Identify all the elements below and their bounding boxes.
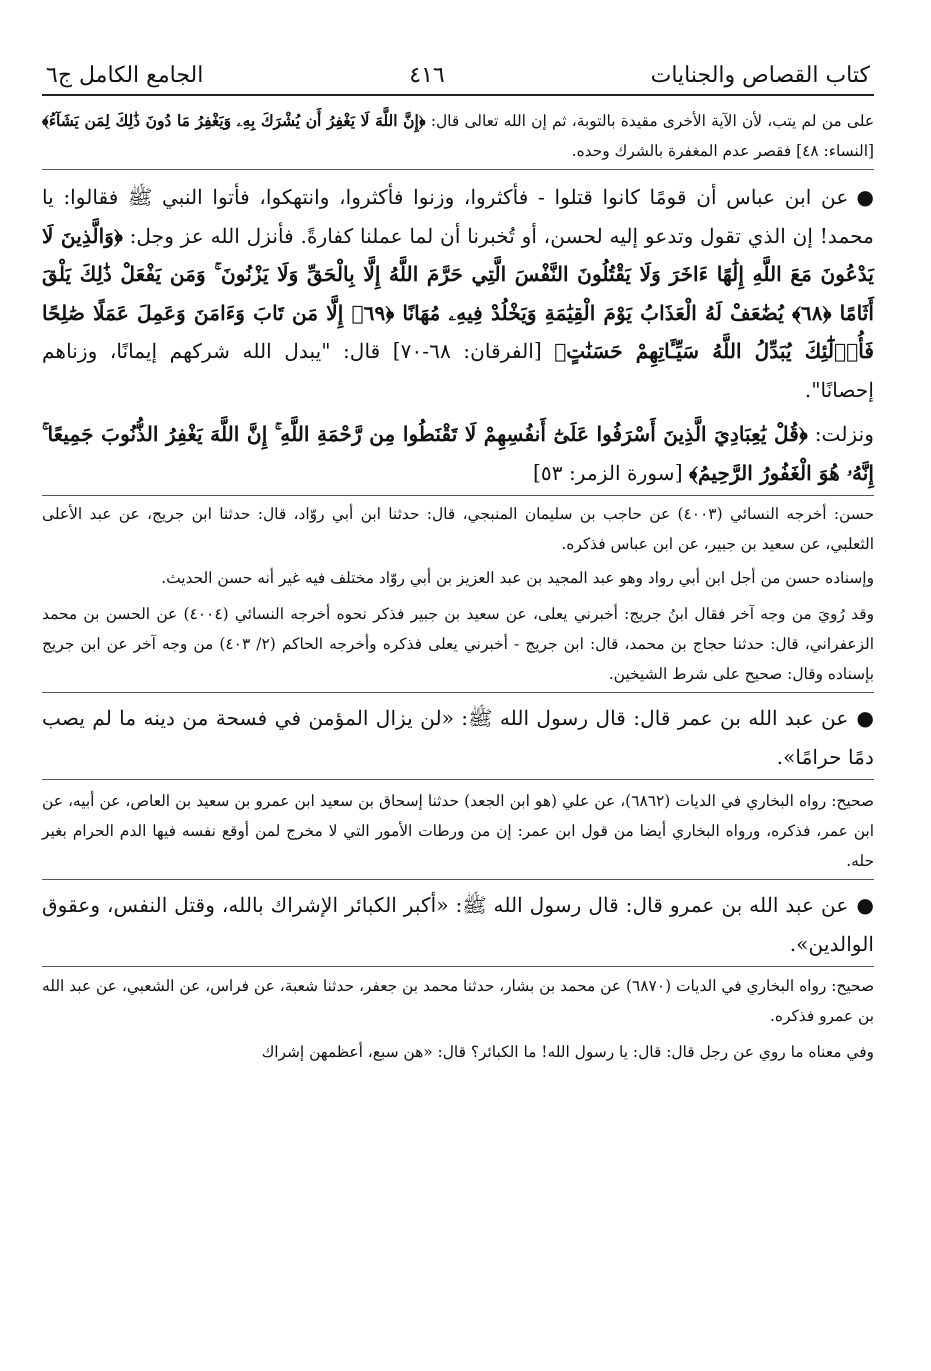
hadith-paragraph: ●عن ابن عباس أن قومًا كانوا قتلوا - فأكثروا، وزنوا فأكثروا، وانتهكوا، فأتوا النبي ﷺ فقالوا: يا محمد! إن الذي تقول وتدعو إليه لحسن، أو تُخبرنا أن لما عملنا كفارةً. فأنزل الله عز وجل: ﴿وَالَّذِينَ لَا يَدْعُونَ مَعَ اللَّهِ إِلَٰهًا ءَاخَرَ وَلَا يَقْتُلُونَ النَّفْسَ الَّتِي حَرَّمَ اللَّهُ إِلَّا بِالْحَقِّ وَلَا يَزْنُونَ ۚ وَمَن يَفْعَلْ ذَٰلِكَ يَلْقَ أَثَامًا ﴿٦٨﴾ يُضَٰعَفْ لَهُ الْعَذَابُ يَوْمَ الْقِيَٰمَةِ وَيَخْلُدْ فِيهِۦ مُهَانًا ﴿٦٩﴾ إِلَّا مَن تَابَ وَءَامَنَ وَعَمِلَ عَمَلًا صَٰلِحًا فَأُو۟لَٰٓئِكَ يُبَدِّلُ اللَّهُ سَيِّـَٔاتِهِمْ حَسَنَٰتٍ﴾ [الفرقان: ٦٨-٧٠] قال: "يبدل الله شركهم إيمانًا، وزناهم إحصانًا". [42, 178, 874, 409]
takhrij-paragraph: صحيح: رواه البخاري في الديات (٦٨٧٠) عن محمد بن بشار، حدثنا محمد بن جعفر، حدثنا شعبة، عن فراس، عن الشعبي، عن عبد الله بن عمرو فذكره. [42, 977, 875, 1025]
collection-title: الجامع الكامل ج٦ [46, 63, 204, 88]
section-divider [42, 879, 874, 880]
takhrij-paragraph: حسن: أخرجه النسائي (٤٠٠٣) عن حاجب بن سليمان المنبجي، قال: حدثنا ابن أبي روّاد، قال: حدثنا ابن جريج، عن عبد الأعلى الثعلبي، عن سعيد بن جبير، عن ابن عباس فذكره. [42, 505, 874, 553]
quran-verse: ﴿إِنَّ اللَّهَ لَا يَغْفِرُ أَن يُشْرَكَ بِهِۦ وَيَغْفِرُ مَا دُونَ ذَٰلِكَ لِمَن يَشَآءُ﴾ [42, 112, 426, 130]
takhrij-paragraph: وقد رُويَ من وجه آخر فقال ابنُ جريج: أخبرني يعلى، عن سعيد بن جبير فذكر نحوه أخرجه النسائي (٤٠٠٤) عن الحسن بن محمد الزعفراني، قال: حدثنا حجاج بن محمد، قال: ابن جريج - أخبرني يعلى فذكره وأخرجه الحاكم (٢/ ٤٠٣) من وجه آخر عن ابن جريج بإسناده وقال: صحيح على شرط الشيخين. [42, 605, 875, 683]
page-number: ٤١٦ [409, 63, 445, 88]
page-header [42, 52, 874, 96]
section-divider [42, 779, 874, 780]
section-divider [42, 495, 874, 496]
takhrij-paragraph: وفي معناه ما روي عن رجل قال: قال: يا رسول الله! ما الكبائر؟ قال: «هن سبع، أعظمهن إشراك [261, 1043, 874, 1061]
takhrij-paragraph: صحيح: رواه البخاري في الديات (٦٨٦٢)، عن علي (هو ابن الجعد) حدثنا إسحاق بن سعيد ابن عمرو بن سعيد بن العاص، عن أبيه، عن ابن عمر، فذكره، ورواه البخاري أيضا من قول ابن عمر: إن من ورطات الأمور التي لا مخرج لمن أوقع نفسه فيها الدم الحرام بغير حله. [42, 792, 874, 870]
book-title: كتاب القصاص والجنايات [650, 63, 870, 88]
hadith-paragraph: ●عن عبد الله بن عمرو قال: قال رسول الله ﷺ: «أكبر الكبائر الإشراك بالله، وقتل النفس، وعقوق الوالدين». [42, 886, 874, 963]
book-page [42, 52, 874, 1352]
hadith-paragraph: ونزلت: ﴿قُلْ يَٰعِبَادِيَ الَّذِينَ أَسْرَفُوا عَلَىٰٓ أَنفُسِهِمْ لَا تَقْنَطُوا مِن رَّحْمَةِ اللَّهِ ۚ إِنَّ اللَّهَ يَغْفِرُ الذُّنُوبَ جَمِيعًا ۚ إِنَّهُۥ هُوَ الْغَفُورُ الرَّحِيمُ﴾ [سورة الزمر: ٥٣] [42, 422, 874, 485]
commentary-paragraph: على من لم يتب، لأن الآية الأخرى مقيدة بالتوبة، ثم إن الله تعالى قال: ﴿إِنَّ اللَّهَ لَا يَغْفِرُ أَن يُشْرَكَ بِهِۦ وَيَغْفِرُ مَا دُونَ ذَٰلِكَ لِمَن يَشَآءُ﴾ [النساء: ٤٨] فقصر عدم المغفرة بالشرك وحده. [42, 112, 875, 160]
bullet-icon: ● [856, 706, 874, 730]
hadith-paragraph: ●عن عبد الله بن عمر قال: قال رسول الله ﷺ: «لن يزال المؤمن في فسحة من دينه ما لم يصب دمًا حرامًا». [42, 699, 874, 776]
bullet-icon: ● [856, 893, 874, 917]
section-divider [42, 169, 874, 170]
quran-verse: ﴿قُلْ يَٰعِبَادِيَ الَّذِينَ أَسْرَفُوا عَلَىٰٓ أَنفُسِهِمْ لَا تَقْنَطُوا مِن رَّحْمَةِ اللَّهِ ۚ إِنَّ اللَّهَ يَغْفِرُ الذُّنُوبَ جَمِيعًا ۚ إِنَّهُۥ هُوَ الْغَفُورُ الرَّحِيمُ﴾ [42, 422, 874, 485]
takhrij-paragraph: وإسناده حسن من أجل ابن أبي رواد وهو عبد المجيد بن عبد العزيز بن أبي روّاد مختلف فيه غير أنه حسن الحديث. [161, 569, 874, 587]
quran-verse: ﴿وَالَّذِينَ لَا يَدْعُونَ مَعَ اللَّهِ إِلَٰهًا ءَاخَرَ وَلَا يَقْتُلُونَ النَّفْسَ الَّتِي حَرَّمَ اللَّهُ إِلَّا بِالْحَقِّ وَلَا يَزْنُونَ ۚ وَمَن يَفْعَلْ ذَٰلِكَ يَلْقَ أَثَامًا ﴿٦٨﴾ يُضَٰعَفْ لَهُ الْعَذَابُ يَوْمَ الْقِيَٰمَةِ وَيَخْلُدْ فِيهِۦ مُهَانًا ﴿٦٩﴾ إِلَّا مَن تَابَ وَءَامَنَ وَعَمِلَ عَمَلًا صَٰلِحًا فَأُو۟لَٰٓئِكَ يُبَدِّلُ اللَّهُ سَيِّـَٔاتِهِمْ حَسَنَٰتٍ﴾ [42, 223, 875, 363]
bullet-icon: ● [856, 185, 874, 209]
section-divider [42, 692, 874, 693]
section-divider [42, 966, 874, 967]
